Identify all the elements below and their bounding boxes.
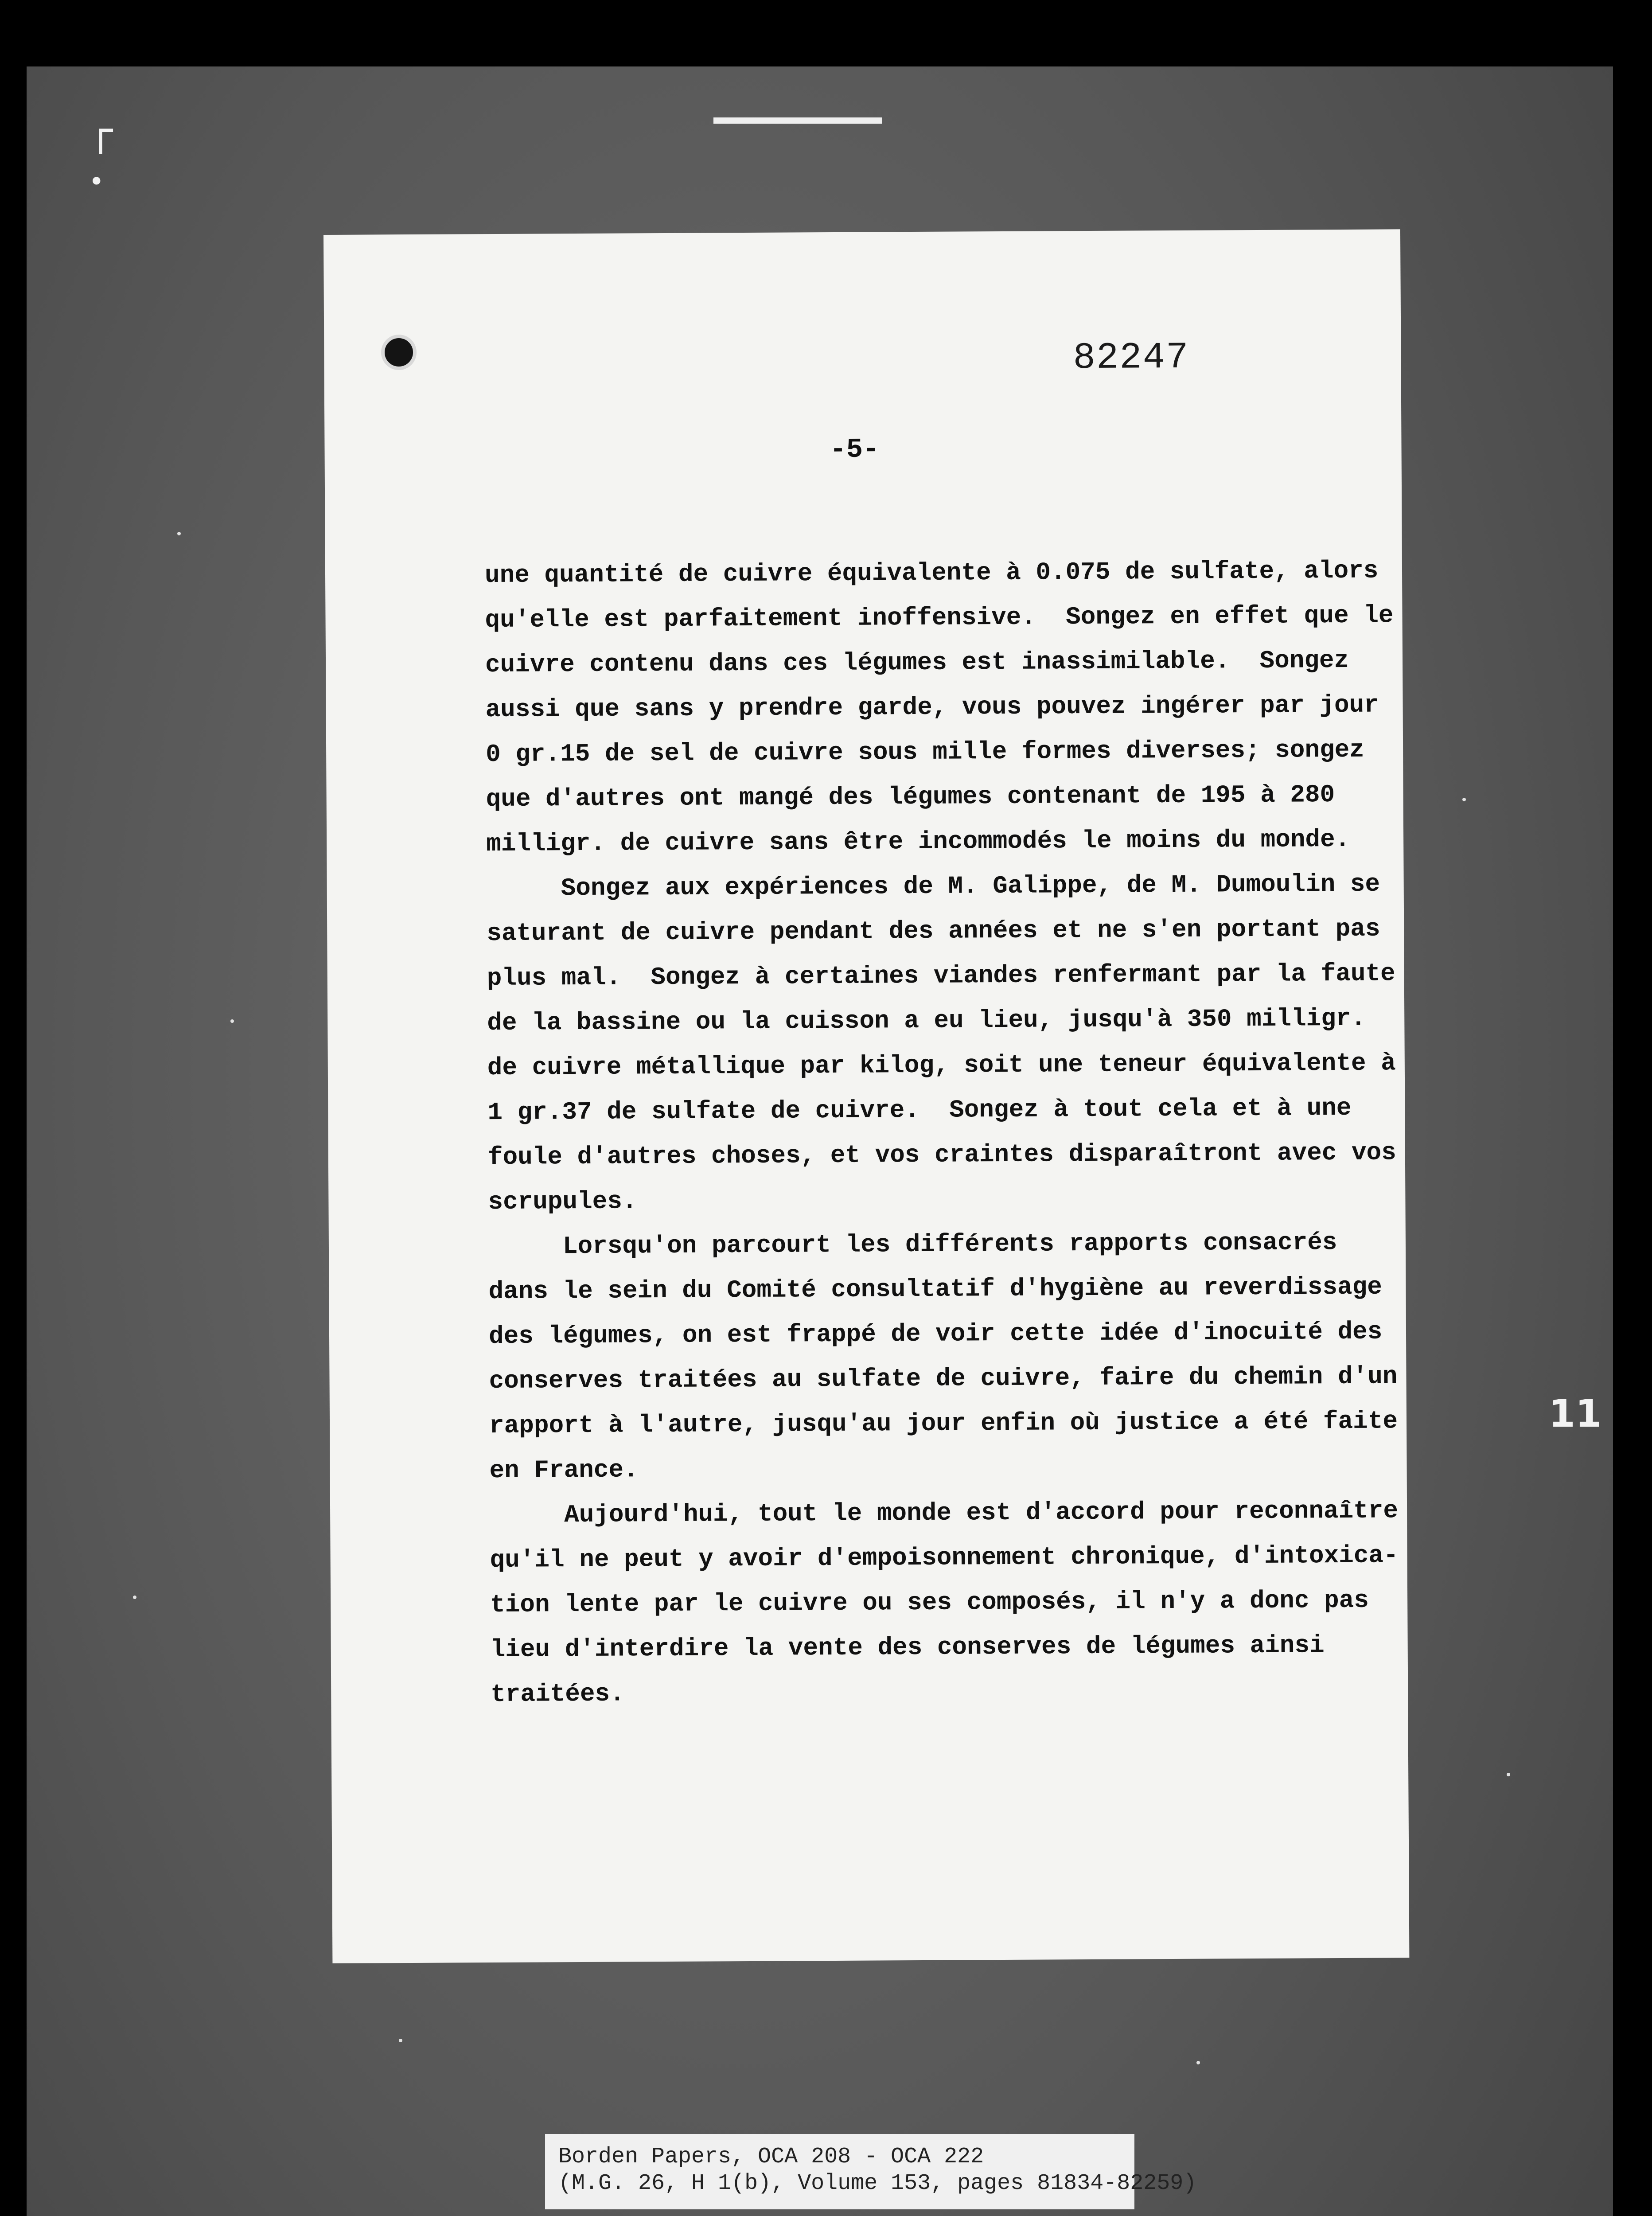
- dust-speck: [133, 1596, 136, 1599]
- text-line: que d'autres ont mangé des légumes contenant de 195 à 280: [486, 780, 1335, 814]
- text-line: une quantité de cuivre équivalente à 0.075 de sulfate, alors: [484, 556, 1379, 590]
- dust-speck: [399, 2039, 402, 2042]
- text-line: rapport à l'autre, jusqu'au jour enfin où justice a été faite: [489, 1407, 1398, 1440]
- dust-speck: [1462, 798, 1466, 801]
- text-line: cuivre contenu dans ces légumes est inassimilable. Songez: [485, 646, 1349, 679]
- text-line: de la bassine ou la cuisson a eu lieu, jusqu'à 350 milligr.: [487, 1004, 1366, 1038]
- text-line: aussi que sans y prendre garde, vous pouvez ingérer par jour: [485, 691, 1379, 724]
- text-line: dans le sein du Comité consultatif d'hygiène au reverdissage: [488, 1272, 1382, 1306]
- text-line: saturant de cuivre pendant des années et ne s'en portant pas: [487, 914, 1380, 948]
- dust-speck: [1196, 2061, 1200, 2064]
- text-line: Aujourd'hui, tout le monde est d'accord pour reconnaître: [489, 1496, 1399, 1530]
- citation-label: [545, 2134, 1197, 2209]
- text-line: Lorsqu'on parcourt les différents rapports consacrés: [488, 1228, 1337, 1261]
- text-line: en France.: [489, 1455, 639, 1485]
- text-line: des légumes, on est frappé de voir cette idée d'inocuité des: [488, 1317, 1383, 1351]
- corner-dot-mark: •: [89, 166, 105, 197]
- text-line: tion lente par le cuivre ou ses composés, il n'y a donc pas: [490, 1586, 1369, 1619]
- text-line: lieu d'interdire la vente des conserves de légumes ainsi: [490, 1631, 1325, 1664]
- text-line: milligr. de cuivre sans être incommodés le moins du monde.: [486, 825, 1350, 858]
- dust-speck: [230, 1019, 234, 1023]
- corner-crop-mark: ┌: [89, 107, 113, 154]
- text-line: 0 gr.15 de sel de cuivre sous mille formes diverses; songez: [485, 735, 1365, 769]
- text-line: 1 gr.37 de sulfate de cuivre. Songez à tout cela et à une: [487, 1093, 1352, 1127]
- top-rule-mark: [713, 117, 882, 124]
- dust-speck: [1507, 1773, 1510, 1776]
- page-marker: -5-: [830, 433, 880, 466]
- archive-number: 82247: [1073, 336, 1189, 380]
- margin-mark: 11: [1549, 1392, 1602, 1436]
- dust-speck: [177, 532, 181, 535]
- citation-line: Borden Papers, OCA 208 - OCA 222: [558, 2144, 984, 2169]
- citation-line: (M.G. 26, H 1(b), Volume 153, pages 81834-82259): [558, 2171, 1197, 2196]
- text-line: qu'il ne peut y avoir d'empoisonnement chronique, d'intoxica-: [490, 1541, 1399, 1575]
- text-line: Songez aux expériences de M. Galippe, de M. Dumoulin se: [486, 870, 1380, 903]
- text-line: conserves traitées au sulfate de cuivre, faire du chemin d'un: [489, 1362, 1398, 1396]
- punch-hole: [381, 335, 417, 370]
- text-line: scrupules.: [488, 1187, 637, 1217]
- body-text: [484, 549, 1399, 1717]
- text-line: foule d'autres choses, et vos craintes disparaîtront avec vos: [487, 1138, 1396, 1172]
- text-line: traitées.: [491, 1679, 625, 1709]
- document-page: [323, 229, 1409, 1963]
- text-line: qu'elle est parfaitement inoffensive. Songez en effet que le: [485, 601, 1394, 635]
- text-line: plus mal. Songez à certaines viandes renfermant par la faute: [487, 959, 1395, 993]
- text-line: de cuivre métallique par kilog, soit une teneur équivalente à: [487, 1049, 1396, 1082]
